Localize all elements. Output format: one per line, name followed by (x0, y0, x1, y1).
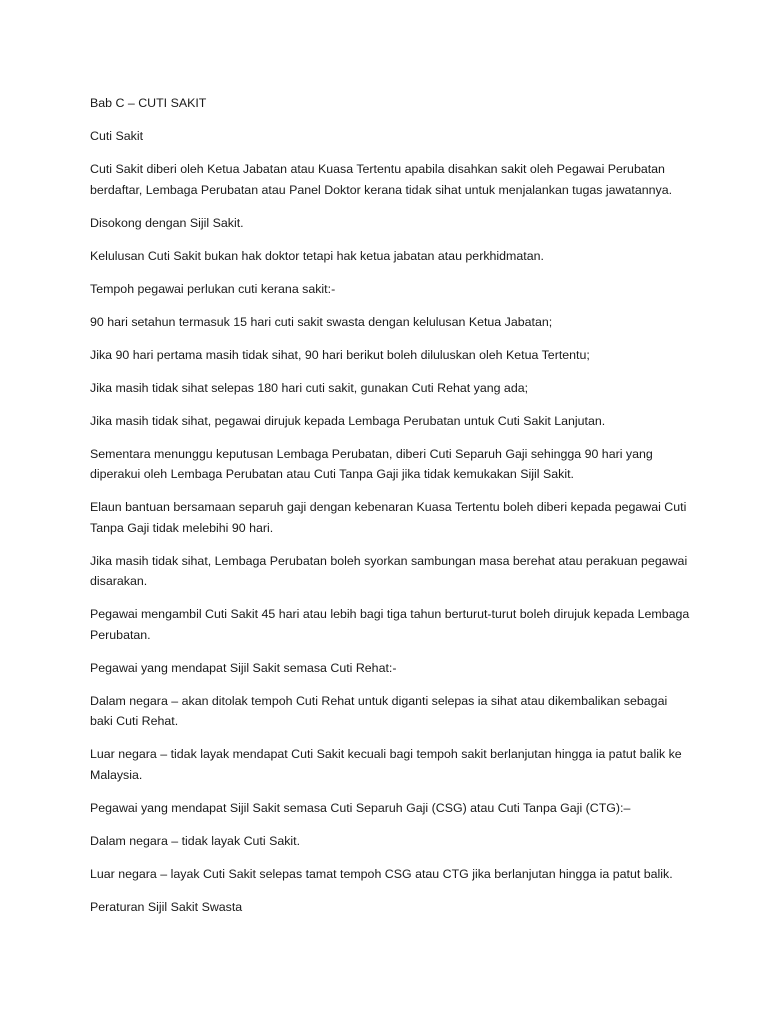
paragraph: Dalam negara – tidak layak Cuti Sakit. (90, 833, 301, 848)
paragraph: Cuti Sakit diberi oleh Ketua Jabatan atau Kuasa Tertentu apabila disahkan sakit oleh Pegawai Perubatan berdaftar, Lembaga Perubatan atau Panel Doktor kerana tidak sihat untuk menjalankan tugas jawatannya. (90, 162, 673, 197)
paragraph: Kelulusan Cuti Sakit bukan hak doktor tetapi hak ketua jabatan atau perkhidmatan. (90, 248, 544, 263)
paragraph: Pegawai yang mendapat Sijil Sakit semasa Cuti Rehat:- (90, 660, 397, 675)
paragraph: Jika masih tidak sihat selepas 180 hari cuti sakit, gunakan Cuti Rehat yang ada; (90, 380, 529, 395)
paragraph: Elaun bantuan bersamaan separuh gaji dengan kebenaran Kuasa Tertentu boleh diberi kepada pegawai Cuti Tanpa Gaji tidak melebihi 90 hari. (90, 500, 687, 535)
paragraph: Jika masih tidak sihat, pegawai dirujuk kepada Lembaga Perubatan untuk Cuti Sakit Lanjutan. (90, 413, 606, 428)
paragraph: Jika 90 hari pertama masih tidak sihat, 90 hari berikut boleh diluluskan oleh Ketua Tertentu; (90, 347, 590, 362)
paragraph: 90 hari setahun termasuk 15 hari cuti sakit swasta dengan kelulusan Ketua Jabatan; (90, 314, 553, 329)
paragraph: Luar negara – layak Cuti Sakit selepas tamat tempoh CSG atau CTG jika berlanjutan hingga ia patut balik. (90, 866, 673, 881)
paragraph: Tempoh pegawai perlukan cuti kerana sakit:- (90, 281, 336, 296)
paragraph: Pegawai mengambil Cuti Sakit 45 hari atau lebih bagi tiga tahun berturut-turut boleh dirujuk kepada Lembaga Perubatan. (90, 607, 690, 642)
document-heading: Bab C – CUTI SAKIT (90, 96, 207, 110)
paragraph: Jika masih tidak sihat, Lembaga Perubatan boleh syorkan sambungan masa berehat atau perakuan pegawai disarakan. (90, 553, 688, 588)
paragraph: Disokong dengan Sijil Sakit. (90, 215, 244, 230)
paragraph: Cuti Sakit (90, 129, 144, 143)
paragraph: Peraturan Sijil Sakit Swasta (90, 899, 243, 914)
paragraph: Sementara menunggu keputusan Lembaga Perubatan, diberi Cuti Separuh Gaji sehingga 90 hari yang diperakui oleh Lembaga Perubatan atau Cuti Tanpa Gaji jika tidak kemukakan Sijil Sakit. (90, 446, 653, 481)
paragraph: Pegawai yang mendapat Sijil Sakit semasa Cuti Separuh Gaji (CSG) atau Cuti Tanpa Gaji (CTG):– (90, 800, 631, 815)
document-body (90, 93, 690, 930)
paragraph: Luar negara – tidak layak mendapat Cuti Sakit kecuali bagi tempoh sakit berlanjutan hingga ia patut balik ke Malaysia. (90, 747, 682, 782)
paragraph: Dalam negara – akan ditolak tempoh Cuti Rehat untuk diganti selepas ia sihat atau dikembalikan sebagai baki Cuti Rehat. (90, 693, 668, 728)
